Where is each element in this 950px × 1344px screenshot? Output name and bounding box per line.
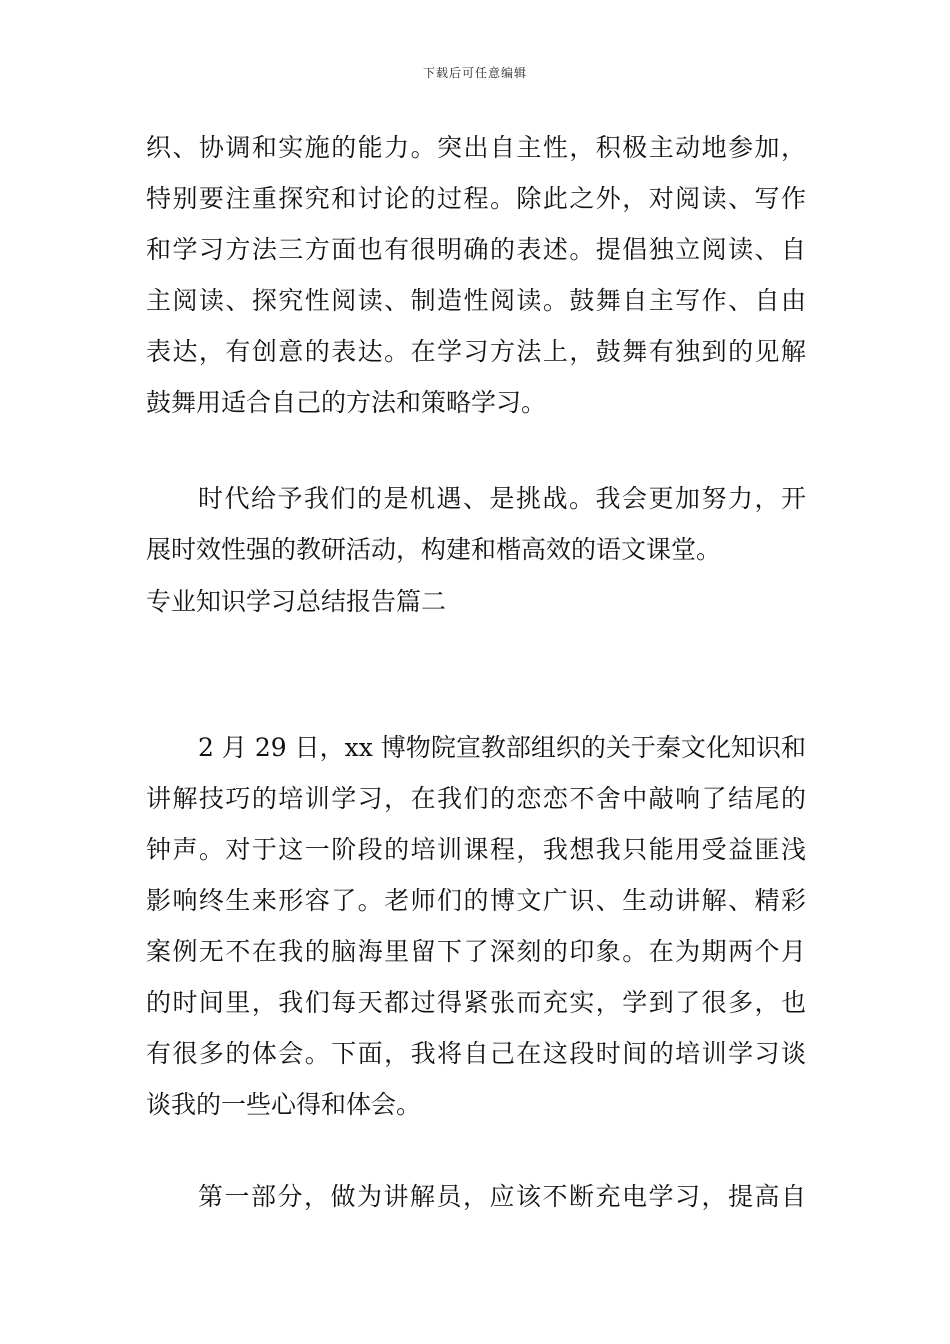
paragraph-3-line-8: 谈我的一些心得和体会。 <box>146 1090 422 1119</box>
paragraph-3 <box>146 722 806 1130</box>
page-header: 下载后可任意编辑 <box>422 66 527 80</box>
section-heading <box>146 576 806 627</box>
paragraph-4 <box>146 1171 806 1222</box>
paragraph-1-line-6: 鼓舞用适合自己的方法和策略学习。 <box>146 388 547 417</box>
paragraph-1-line-1: 织、协调和实施的能力。突出自主性，积极主动地参加， <box>146 133 806 162</box>
paragraph-3-line-3: 钟声。对于这一阶段的培训课程，我想我只能用受益匪浅 <box>146 835 806 864</box>
paragraph-2-line-2: 展时效性强的教研活动，构建和楷高效的语文课堂。 <box>146 535 722 564</box>
paragraph-3-line-1: 2 月 29 日，xx 博物院宣教部组织的关于秦文化知识和 <box>198 733 806 762</box>
paragraph-2-line-1: 时代给予我们的是机遇、是挑战。我会更加努力，开 <box>198 484 806 513</box>
paragraph-3-line-4: 影响终生来形容了。老师们的博文广识、生动讲解、精彩 <box>146 886 806 915</box>
paragraph-1-line-2: 特别要注重探究和讨论的过程。除此之外，对阅读、写作 <box>146 184 806 213</box>
paragraph-1 <box>146 122 806 428</box>
paragraph-1-line-4: 主阅读、探究性阅读、制造性阅读。鼓舞自主写作、自由 <box>146 286 806 315</box>
paragraph-4-line-1: 第一部分，做为讲解员，应该不断充电学习，提高自 <box>198 1182 806 1211</box>
paragraph-3-line-7: 有很多的体会。下面，我将自己在这段时间的培训学习谈 <box>146 1039 806 1068</box>
section-heading-text: 专业知识学习总结报告篇二 <box>146 587 447 616</box>
paragraph-2 <box>146 473 806 575</box>
paragraph-3-line-6: 的时间里，我们每天都过得紧张而充实，学到了很多，也 <box>146 988 806 1017</box>
paragraph-3-line-5: 案例无不在我的脑海里留下了深刻的印象。在为期两个月 <box>146 937 806 966</box>
paragraph-3-line-2: 讲解技巧的培训学习，在我们的恋恋不舍中敲响了结尾的 <box>146 784 806 813</box>
paragraph-1-line-3: 和学习方法三方面也有很明确的表述。提倡独立阅读、自 <box>146 235 806 264</box>
paragraph-1-line-5: 表达，有创意的表达。在学习方法上，鼓舞有独到的见解 <box>146 337 806 366</box>
